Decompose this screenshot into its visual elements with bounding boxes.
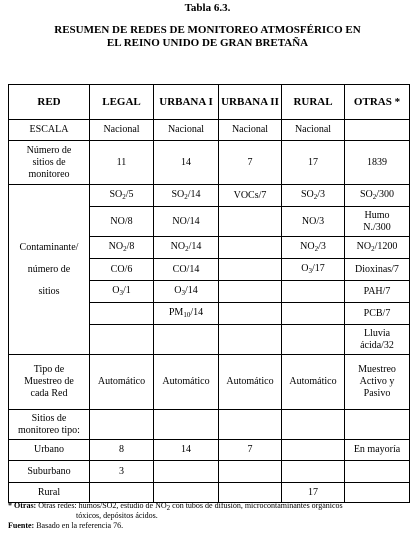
pollutant-cell: $NO_2/14$ xyxy=(154,237,219,259)
pollutant-cell: PCB/7 xyxy=(345,303,410,325)
title-line-1: RESUMEN DE REDES DE MONITOREO ATMOSFÉRICO EN xyxy=(54,24,361,36)
empty-cell xyxy=(219,410,282,440)
pollutant-cell xyxy=(90,303,154,325)
header-red: RED xyxy=(9,85,90,120)
pollutant-cell xyxy=(90,325,154,355)
escala-legal: Nacional xyxy=(90,120,154,141)
rural-rural: 17 xyxy=(282,483,345,503)
label-line: monitoreo tipo: xyxy=(18,424,80,436)
monitoring-networks-table xyxy=(8,84,410,503)
pollutant-cell: $O_3/14$ xyxy=(154,281,219,303)
numero-sitios-urbana-1: 14 xyxy=(154,141,219,185)
pollutant-cell: NO/3 xyxy=(282,207,345,237)
pollutant-cell xyxy=(219,303,282,325)
pollutant-cell xyxy=(219,259,282,281)
label-line: Contaminante/ xyxy=(19,241,79,253)
pollutant-cell xyxy=(219,281,282,303)
escala-row xyxy=(9,120,410,141)
numero-sitios-label xyxy=(9,141,90,185)
tipo-muestreo-label xyxy=(9,355,90,410)
pollutant-cell: CO/6 xyxy=(90,259,154,281)
pollutant-cell: $NO_2/1200$ xyxy=(345,237,410,259)
suburbano-legal: 3 xyxy=(90,461,154,483)
tipo-muestreo-legal: Automático xyxy=(90,355,154,410)
pollutant-cell xyxy=(154,325,219,355)
cell-line: N./300 xyxy=(363,221,391,233)
pollutant-cell: $SO_2/5$ xyxy=(90,185,154,207)
pollutant-cell xyxy=(219,207,282,237)
label-line: Tipo de xyxy=(33,364,65,375)
cell-line: Activo y xyxy=(359,376,395,387)
urbano-row xyxy=(9,440,410,461)
label-line: Número de xyxy=(26,144,72,156)
pollutant-cell: $SO_2/14$ xyxy=(154,185,219,207)
suburbano-label: Suburbano xyxy=(9,461,90,483)
empty-cell xyxy=(219,461,282,483)
numero-sitios-rural: 17 xyxy=(282,141,345,185)
urbano-label: Urbano xyxy=(9,440,90,461)
pollutant-cell: $O_3/17$ xyxy=(282,259,345,281)
numero-sitios-row xyxy=(9,141,410,185)
pollutant-cell xyxy=(219,237,282,259)
tipo-muestreo-urbana-2: Automático xyxy=(219,355,282,410)
pollutant-cell xyxy=(345,207,410,237)
empty-cell xyxy=(345,483,410,503)
pollutant-cell xyxy=(282,281,345,303)
contaminante-label xyxy=(9,185,90,355)
cell-line: Pasivo xyxy=(363,388,391,399)
tipo-muestreo-otras xyxy=(345,355,410,410)
numero-sitios-urbana-2: 7 xyxy=(219,141,282,185)
contaminante-row xyxy=(9,185,410,207)
pollutant-cell: NO/14 xyxy=(154,207,219,237)
empty-cell xyxy=(90,410,154,440)
urbano-urbana-2: 7 xyxy=(219,440,282,461)
pollutant-cell xyxy=(345,325,410,355)
fuente-label: Fuente: xyxy=(8,521,35,530)
urbano-rural xyxy=(282,440,345,461)
table-title xyxy=(0,24,415,50)
cell-line: Lluvia xyxy=(363,327,391,339)
cell-line: ácida/32 xyxy=(360,339,394,351)
pollutant-cell: $NO_2/8$ xyxy=(90,237,154,259)
header-otras: OTRAS * xyxy=(345,85,410,120)
label-line: Sitios de xyxy=(31,412,67,424)
pollutant-cell xyxy=(282,325,345,355)
pollutant-cell: VOCs/7 xyxy=(219,185,282,207)
rural-row xyxy=(9,483,410,503)
pollutant-cell: $NO_2/3$ xyxy=(282,237,345,259)
label-line: número de xyxy=(27,263,71,275)
footnote-fuente xyxy=(8,521,123,531)
empty-cell xyxy=(282,410,345,440)
pollutant-cell: $O_3/1$ xyxy=(90,281,154,303)
empty-cell xyxy=(345,410,410,440)
footnote-text: con tubos de difusión, microcontaminantes orgánicos xyxy=(170,501,343,510)
footnote-sub: 2 xyxy=(166,504,171,512)
header-urbana-2: URBANA II xyxy=(219,85,282,120)
title-line-2: EL REINO UNIDO DE GRAN BRETAÑA xyxy=(106,37,309,49)
urbano-urbana-1: 14 xyxy=(154,440,219,461)
pollutant-cell: CO/14 xyxy=(154,259,219,281)
tipo-muestreo-row xyxy=(9,355,410,410)
pollutant-cell: $SO_2/3$ xyxy=(282,185,345,207)
numero-sitios-legal: 11 xyxy=(90,141,154,185)
header-rural: RURAL xyxy=(282,85,345,120)
escala-otras xyxy=(345,120,410,141)
label-line: sitios xyxy=(38,285,60,297)
pollutant-cell xyxy=(282,303,345,325)
empty-cell xyxy=(282,461,345,483)
rural-label: Rural xyxy=(9,483,90,503)
header-row xyxy=(9,85,410,120)
empty-cell xyxy=(90,483,154,503)
label-line: monitoreo xyxy=(28,168,70,180)
suburbano-row xyxy=(9,461,410,483)
escala-urbana-2: Nacional xyxy=(219,120,282,141)
cell-line: Humo xyxy=(364,209,390,221)
label-line: cada Red xyxy=(30,388,68,399)
empty-cell xyxy=(219,483,282,503)
empty-cell xyxy=(345,461,410,483)
pollutant-cell: $SO_2/300$ xyxy=(345,185,410,207)
tipo-muestreo-rural: Automático xyxy=(282,355,345,410)
footnote-text-line-2: tóxicos, depósitos ácidos. xyxy=(76,511,158,520)
header-urbana-1: URBANA I xyxy=(154,85,219,120)
urbano-otras: En mayoría xyxy=(345,440,410,461)
cell-line: Muestreo xyxy=(358,364,396,375)
table-number: Tabla 6.3. xyxy=(184,2,231,14)
tipo-muestreo-urbana-1: Automático xyxy=(154,355,219,410)
header-legal: LEGAL xyxy=(90,85,154,120)
escala-rural: Nacional xyxy=(282,120,345,141)
urbano-legal: 8 xyxy=(90,440,154,461)
footnote-text: Otras redes: humos/SO2, estudio de NO xyxy=(38,501,167,510)
label-line: Muestreo de xyxy=(24,376,74,387)
empty-cell xyxy=(154,461,219,483)
empty-cell xyxy=(154,410,219,440)
pollutant-cell: $PM_{10}/14$ xyxy=(154,303,219,325)
footnote-otras xyxy=(8,501,343,513)
fuente-text: Basado en la referencia 76. xyxy=(36,521,124,530)
sitios-tipo-label xyxy=(9,410,90,440)
sitios-tipo-row xyxy=(9,410,410,440)
escala-urbana-1: Nacional xyxy=(154,120,219,141)
escala-label: ESCALA xyxy=(9,120,90,141)
pollutant-cell: PAH/7 xyxy=(345,281,410,303)
footnote-marker: * Otras: xyxy=(8,501,37,510)
pollutant-cell: Dioxinas/7 xyxy=(345,259,410,281)
empty-cell xyxy=(154,483,219,503)
numero-sitios-otras: 1839 xyxy=(345,141,410,185)
pollutant-cell: NO/8 xyxy=(90,207,154,237)
label-line: sitios de xyxy=(32,156,66,168)
pollutant-cell xyxy=(219,325,282,355)
